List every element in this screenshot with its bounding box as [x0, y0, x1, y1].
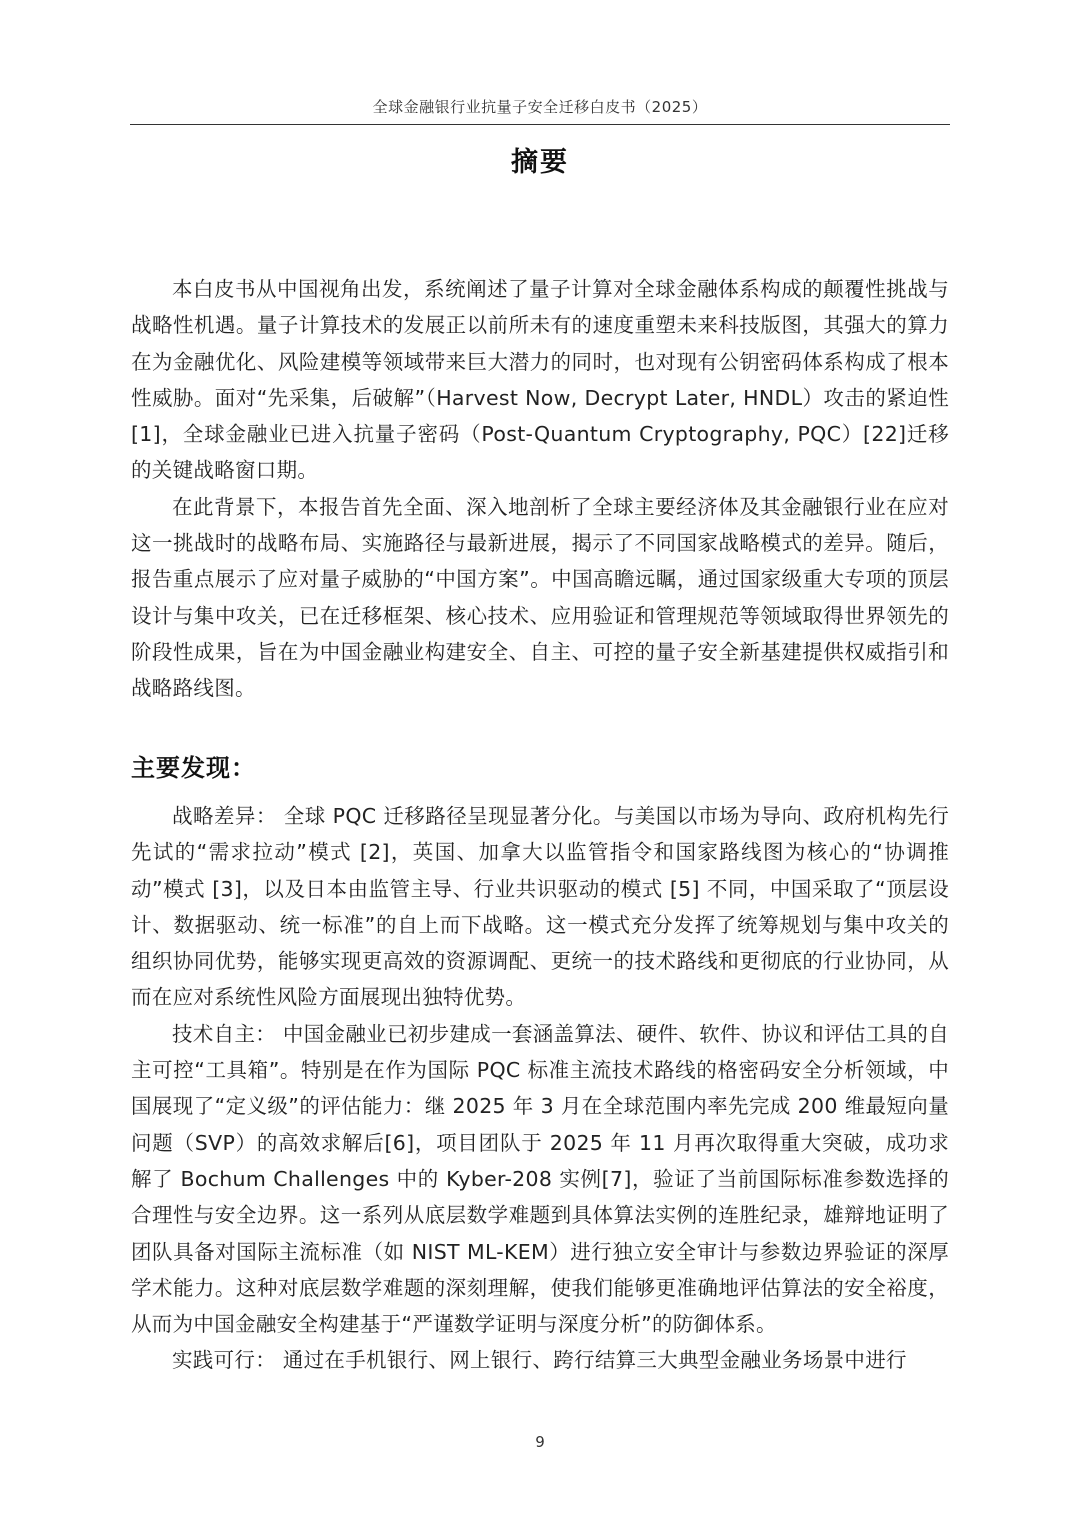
findings-section — [131, 798, 949, 1379]
running-header: 全球金融银行业抗量子安全迁移白皮书（2025） — [372, 98, 708, 116]
finding-lead: 战略差异： — [172, 804, 277, 828]
page-title: 摘要 — [511, 147, 569, 178]
finding-text: 全球 PQC 迁移路径呈现显著分化。与美国以市场为导向、政府机构先行先试的“需求拉动”模式 [2]，英国、加拿大以监管指令和国家路线图为核心的“协调推动”模式 [3]，以及日本由监管主导、行业共识驱动的模式 [5] 不同，中国采取了“顶层设计、数据驱动、统一标准”的自上而下战略。这一模式充分发挥了统筹规划与集中攻关的组织协同优势，能够实现更高效的资源调配、更统一的技术路线和更彻底的行业协同，从而在应对系统性风险方面展现出独特优势。 — [131, 804, 949, 1010]
findings-heading: 主要发现： — [131, 754, 256, 782]
finding-text: 通过在手机银行、网上银行、跨行结算三大典型金融业务场景中进行 — [282, 1348, 907, 1373]
finding-text: 中国金融业已初步建成一套涵盖算法、硬件、软件、协议和评估工具的自主可控“工具箱”。特别是在作为国际 PQC 标准主流技术路线的格密码安全分析领域，中国展现了“定义级”的评估能力：继 2025 年 3 月在全球范围内率先完成 200 维最短向量问题（SVP）的高效求解后[6]，项目团队于 2025 年 11 月再次取得重大突破，成功求解了 Bochum Challenges 中的 Kyber-208 实例[7]，验证了当前国际标准参数选择的合理性与安全边界。这一系列从底层数学难题到具体算法实例的连胜纪录，雄辩地证明了团队具备对国际主流标准（如 NIST ML-KEM）进行独立安全审计与参数边界验证的深厚学术能力。这种对底层数学难题的深刻理解，使我们能够更准确地评估算法的安全裕度，从而为中国金融安全构建基于“严谨数学证明与深度分析”的防御体系。 — [131, 1021, 949, 1337]
abstract-paragraph: 本白皮书从中国视角出发，系统阐述了量子计算对全球金融体系构成的颠覆性挑战与战略性机遇。量子计算技术的发展正以前所未有的速度重塑未来科技版图，其强大的算力在为金融优化、风险建模等领域带来巨大潜力的同时，也对现有公钥密码体系构成了根本性威胁。面对“先采集，后破解”（Harvest Now, Decrypt Later, HNDL）攻击的紧迫性[1]，全球金融业已进入抗量子密码（Post-Quantum Cryptography, PQC）[22]迁移的关键战略窗口期。 — [131, 277, 949, 483]
abstract-paragraph: 在此背景下，本报告首先全面、深入地剖析了全球主要经济体及其金融银行业在应对这一挑战时的战略布局、实施路径与最新进展，揭示了不同国家战略模式的差异。随后，报告重点展示了应对量子威胁的“中国方案”。中国高瞻远瞩，通过国家级重大专项的顶层设计与集中攻关，已在迁移框架、核心技术、应用验证和管理规范等领域取得世界领先的阶段性成果，旨在为中国金融业构建安全、自主、可控的量子安全新基建提供权威指引和战略路线图。 — [131, 494, 949, 701]
finding-lead: 实践可行： — [172, 1348, 276, 1373]
header-rule — [130, 124, 950, 125]
finding-item — [131, 1342, 949, 1378]
page-number: 9 — [535, 1433, 545, 1451]
abstract-section — [131, 271, 949, 707]
finding-item — [131, 1016, 949, 1343]
finding-item — [131, 798, 949, 1016]
finding-lead: 技术自主： — [172, 1021, 277, 1046]
